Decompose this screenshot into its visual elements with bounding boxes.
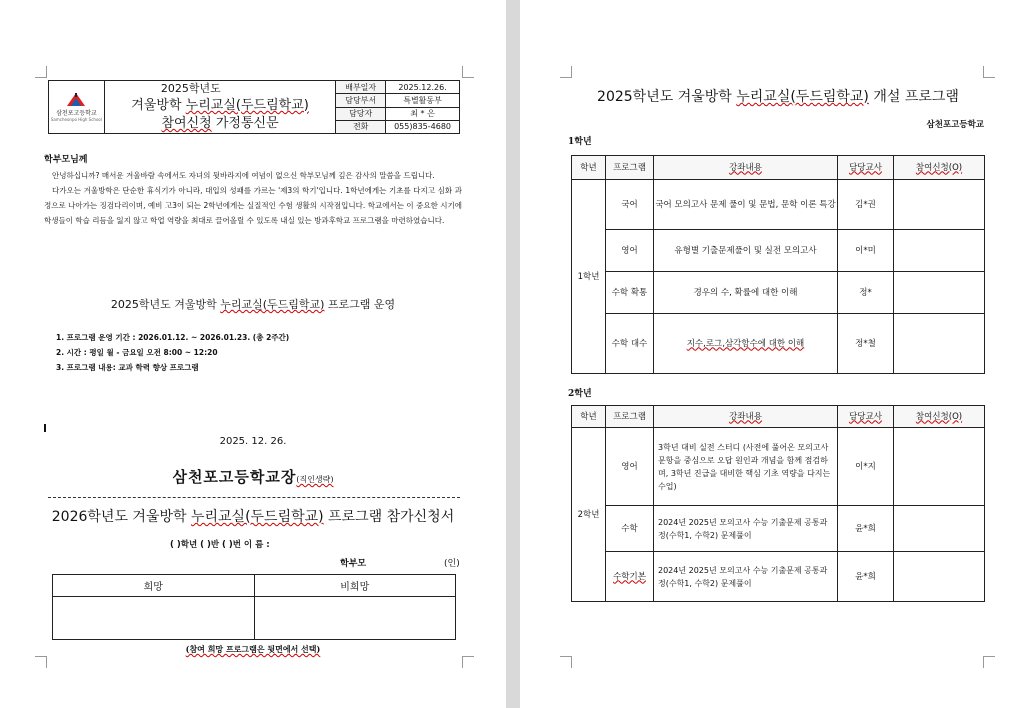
notice-header-table (48, 80, 460, 134)
program-content: 지수,로그,삼각함수에 대한 이해 (654, 314, 838, 374)
cut-line (48, 497, 460, 498)
info-label: 담당부서 (336, 94, 386, 107)
grade-cell: 1학년 (572, 180, 606, 374)
signup-cell[interactable] (894, 180, 985, 230)
grade1-label: 1학년 (568, 137, 592, 147)
program-content: 2024년 2025년 모의고사 수능 기출문제 공통과정(수학1, 수학2) 문제풀이 (654, 506, 838, 552)
program-teacher: 이*미 (838, 230, 894, 272)
school-logo-cell (49, 81, 105, 134)
program-name: 영어 (606, 428, 654, 506)
no-hope-check-cell[interactable] (254, 597, 456, 640)
programs-page (520, 0, 1036, 708)
program-content: 국어 모의고사 문제 풀이 및 문법, 문학 이론 특강 (654, 180, 838, 230)
grade-cell: 2학년 (572, 428, 606, 602)
signup-cell[interactable] (894, 428, 985, 506)
notice-page (0, 0, 506, 708)
parent-seal: (인) (444, 559, 460, 569)
info-value: 055)835-4680 (386, 120, 460, 133)
title-main: 겨울방학 누리교실(두드림학교) (131, 98, 309, 113)
col-header-signup: 참여신청(O) (894, 156, 985, 180)
grade2-label: 2학년 (568, 389, 592, 399)
program-content: 2024년 2025년 모의고사 수능 기출문제 공통과정(수학1, 수학2) 문제풀이 (654, 552, 838, 602)
col-header-grade: 학년 (572, 156, 606, 180)
crop-mark (462, 656, 474, 668)
hope-check-cell[interactable] (53, 597, 255, 640)
programs-school: 삼천포고등학교 (926, 120, 984, 130)
col-header-teacher: 담당교사 (838, 156, 894, 180)
program-name: 국어 (606, 180, 654, 230)
col-no-hope: 비희망 (254, 575, 456, 597)
operation-item: 2. 시간 : 평일 월 - 금요일 오전 8:00 ~ 12:20 (56, 348, 218, 357)
crop-mark (560, 656, 572, 668)
program-name: 수학 대수 (606, 314, 654, 374)
crop-mark (462, 66, 474, 78)
operation-item: 1. 프로그램 운영 기간 : 2026.01.12. ~ 2026.01.23. (총 2주간) (56, 333, 290, 342)
program-name: 수학 (606, 506, 654, 552)
application-title: 2026학년도 겨울방학 누리교실(두드림학교) 프로그램 참가신청서 (51, 509, 455, 525)
program-name: 수학 확통 (606, 272, 654, 314)
letter-paragraph: 안녕하십니까? 매서운 겨울바람 속에서도 자녀의 뒷바라지에 여념이 없으신 학부모님께 깊은 감사의 말씀을 드립니다. (52, 171, 435, 180)
signup-cell[interactable] (894, 230, 985, 272)
signup-cell[interactable] (894, 272, 985, 314)
application-choice-table (52, 574, 456, 640)
info-value: 최 * 은 (386, 107, 460, 120)
program-teacher: 윤*희 (838, 552, 894, 602)
info-label: 담당자 (336, 107, 386, 120)
operation-list (56, 330, 456, 375)
grade1-program-table (571, 155, 985, 374)
program-content: 경우의 수, 확률에 대한 이해 (654, 272, 838, 314)
school-logo-sub: Samcheonpo High School (50, 117, 102, 122)
signup-cell[interactable] (894, 552, 985, 602)
operation-item: 3. 프로그램 내용: 교과 학력 향상 프로그램 (56, 363, 199, 372)
col-header-teacher: 담당교사 (838, 406, 894, 428)
program-teacher: 윤*희 (838, 506, 894, 552)
principal-signature: 삼천포고등학교장(직인생략) (172, 468, 334, 486)
program-name: 영어 (606, 230, 654, 272)
program-content: 유형별 기출문제풀이 및 실전 모의고사 (654, 230, 838, 272)
program-content: 3학년 대비 실전 스터디 (사전에 풀어온 모의고사 문항을 중심으로 오답 원인과 개념을 함께 점검하며, 3학년 진급을 대비한 핵심 기초 역량을 다지는 수업) (654, 428, 838, 506)
letter-paragraph: 다가오는 겨울방학은 단순한 휴식기가 아니라, 대입의 성패를 가르는 '제3의 학기'입니다. 1학년에게는 기초를 다지고 심화 과정으로 나아가는 징검다리이며, 예비 고3이 되는 2학년에게는 실질적인 수험 생활의 시작점입니다. 학교에서는 이 중요한 시기에 학생들이 학습 리듬을 잃지 않고 학업 역량을 최대로 끌어올릴 수 있도록 내실 있는 방과후학교 프로그램을 마련하였습니다. (44, 186, 462, 225)
col-header-program: 프로그램 (606, 406, 654, 428)
col-header-content: 강좌내용 (654, 406, 838, 428)
col-header-signup: 참여신청(O) (894, 406, 985, 428)
col-hope: 희망 (53, 575, 255, 597)
info-label: 전화 (336, 120, 386, 133)
signature-date: 2025. 12. 26. (219, 436, 287, 447)
school-logo-icon (65, 92, 87, 108)
info-value: 특별활동부 (386, 94, 460, 107)
program-teacher: 정* (838, 272, 894, 314)
crop-mark (35, 656, 47, 668)
programs-title: 2025학년도 겨울방학 누리교실(두드림학교) 개설 프로그램 (597, 89, 959, 105)
parent-label: 학부모 (340, 559, 367, 569)
crop-mark (983, 66, 995, 78)
col-header-grade: 학년 (572, 406, 606, 428)
title-sub: 참여신청 가정통신문 (161, 116, 279, 131)
program-name: 수학기본 (606, 552, 654, 602)
info-value: 2025.12.26. (386, 81, 460, 94)
crop-mark (35, 66, 47, 78)
student-info-fields[interactable]: ( )학년 ( )반 ( )번 이 름 : (170, 540, 270, 550)
operation-heading: 2025학년도 겨울방학 누리교실(두드림학교) 프로그램 운영 (110, 298, 396, 311)
letter-body (44, 154, 462, 228)
col-header-program: 프로그램 (606, 156, 654, 180)
program-teacher: 김*권 (838, 180, 894, 230)
col-header-content: 강좌내용 (654, 156, 838, 180)
crop-mark (560, 66, 572, 78)
signup-cell[interactable] (894, 506, 985, 552)
program-teacher: 이*지 (838, 428, 894, 506)
info-label: 배부일자 (336, 81, 386, 94)
notice-title-cell (104, 81, 335, 134)
greeting: 학부모님께 (44, 155, 88, 165)
school-logo-name: 삼천포고등학교 (56, 110, 97, 117)
signup-cell[interactable] (894, 314, 985, 374)
text-cursor (44, 424, 46, 432)
program-teacher: 정*철 (838, 314, 894, 374)
title-year: 2025학년도 (160, 82, 221, 95)
crop-mark (983, 656, 995, 668)
footer-note: (참여 희망 프로그램은 뒷면에서 선택) (185, 644, 321, 654)
grade2-program-table (571, 405, 985, 602)
